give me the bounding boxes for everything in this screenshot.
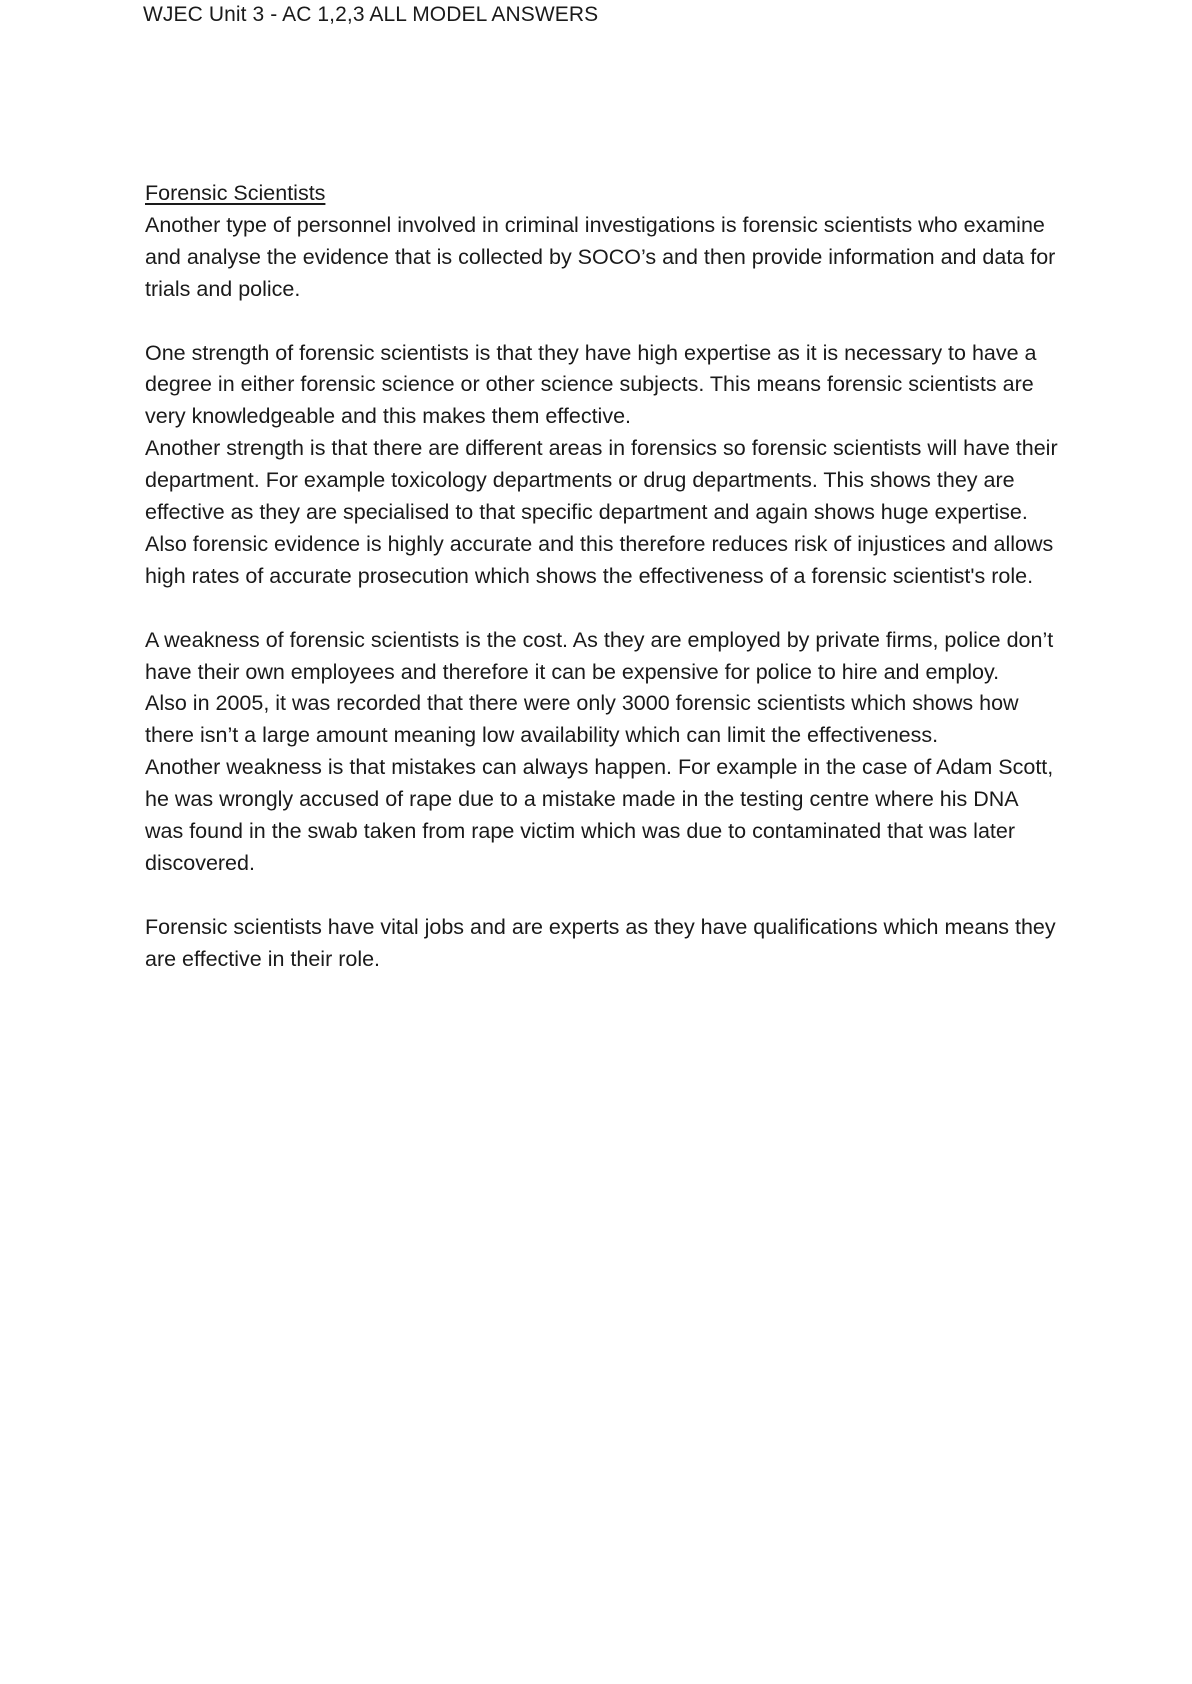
weakness-paragraph-2: Also in 2005, it was recorded that there were only 3000 forensic scientists which shows how there isn’t a large amount meaning low availability which can limit the effectiveness. [145,691,1019,748]
strength-paragraph-2: Another strength is that there are different areas in forensics so forensic scientists will have their department. For example toxicology departments or drug departments. This shows they are effective as they are specialised to that specific department and again shows huge expertise. [145,436,1058,525]
paragraph-spacer [145,880,1060,912]
strength-paragraph-1: One strength of forensic scientists is that they have high expertise as it is necessary to have a degree in either forensic science or other science subjects. This means forensic scientists are very knowledgeable and this makes them effective. [145,340,1037,429]
weakness-paragraph-1: A weakness of forensic scientists is the cost. As they are employed by private firms, police don’t have their own employees and therefore it can be expensive for police to hire and employ. [145,627,1054,684]
conclusion-paragraph: Forensic scientists have vital jobs and are experts as they have qualifications which means they are effective in their role. [145,914,1056,971]
document-body [145,178,1060,976]
weakness-paragraph-3: Another weakness is that mistakes can always happen. For example in the case of Adam Scott, he was wrongly accused of rape due to a mistake made in the testing centre where his DNA was found in the swab taken from rape victim which was due to contaminated that was later discovered. [145,755,1054,875]
section-title: Forensic Scientists [145,181,326,205]
strength-paragraph-3: Also forensic evidence is highly accurate and this therefore reduces risk of injustices and allows high rates of accurate prosecution which shows the effectiveness of a forensic scientist's role. [145,531,1054,588]
paragraph-spacer [145,306,1060,338]
paragraph-spacer [145,593,1060,625]
page-header: WJEC Unit 3 - AC 1,2,3 ALL MODEL ANSWERS [143,3,599,26]
intro-paragraph: Another type of personnel involved in criminal investigations is forensic scientists who examine and analyse the evidence that is collected by SOCO’s and then provide information and data for trials and police. [145,212,1056,301]
